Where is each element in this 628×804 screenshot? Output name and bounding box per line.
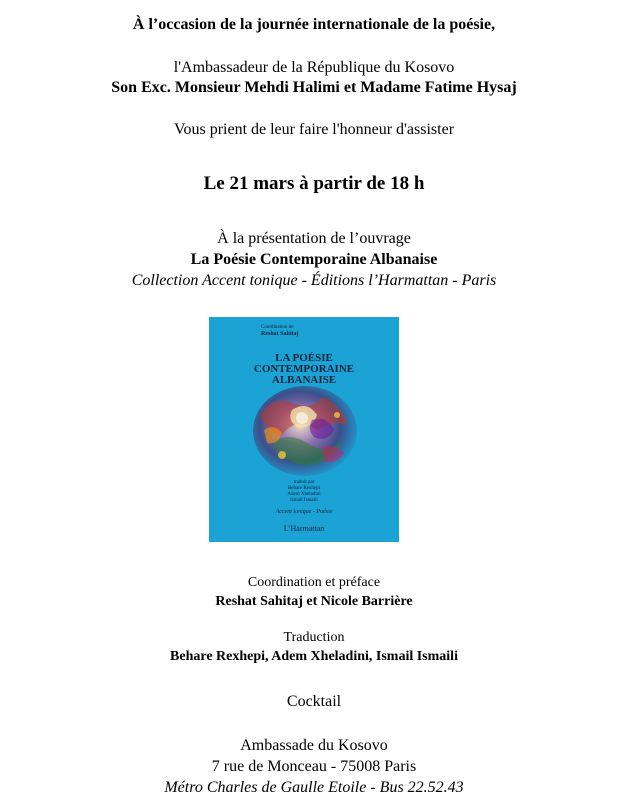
cover-translator-3: Ismail Ismaili: [290, 498, 318, 503]
cover-translator-2: Adem Xheladini: [287, 492, 321, 497]
coordination-label: Coordination et préface: [247, 575, 381, 590]
cover-title-line-1: LA POÉSIE: [275, 352, 333, 364]
cover-translated-by: traduit par: [293, 480, 315, 485]
presentation-intro: À la présentation de l’ouvrage: [217, 230, 411, 247]
cover-painting: [252, 385, 359, 477]
translation-label: Traduction: [283, 630, 345, 645]
translation-names: Behare Rexhepi, Adem Xheladini, Ismail Ismaili: [170, 649, 458, 664]
cover-title-line-2: CONTEMPORAINE: [253, 363, 355, 375]
host-names: Son Exc. Monsieur Mehdi Halimi et Madame Fatime Hysaj: [111, 79, 517, 96]
coordination-names: Reshat Sahitaj et Nicole Barrière: [215, 594, 413, 609]
cover-translator-1: Behare Rexhepi: [287, 486, 321, 491]
event-date-time: Le 21 mars à partir de 18 h: [203, 173, 425, 194]
cover-series: Accent tonique - Poésie: [275, 509, 333, 515]
venue-address: 7 rue de Monceau - 75008 Paris: [211, 758, 417, 775]
cover-title-line-3: ALBANAISE: [271, 374, 337, 386]
reception-label: Cocktail: [286, 693, 342, 710]
host-title: l'Ambassadeur de la République du Kosovo: [173, 59, 455, 76]
invite-text: Vous prient de leur faire l'honneur d'assister: [173, 121, 455, 138]
book-cover-image: [209, 317, 399, 542]
book-title: La Poésie Contemporaine Albanaise: [190, 251, 438, 268]
venue-name: Ambassade du Kosovo: [240, 737, 388, 754]
venue-transport: Métro Charles de Gaulle Etoile - Bus 22.52.43: [164, 779, 464, 796]
occasion-heading: À l’occasion de la journée internationale de la poésie,: [132, 16, 496, 33]
cover-publisher-logo: L’Harmattan: [283, 524, 325, 533]
book-collection: Collection Accent tonique - Éditions l’Harmattan - Paris: [131, 272, 497, 289]
cover-author-name: Reshat Sahitaj: [261, 331, 299, 337]
cover-author-label: Coordination de: [261, 325, 294, 330]
